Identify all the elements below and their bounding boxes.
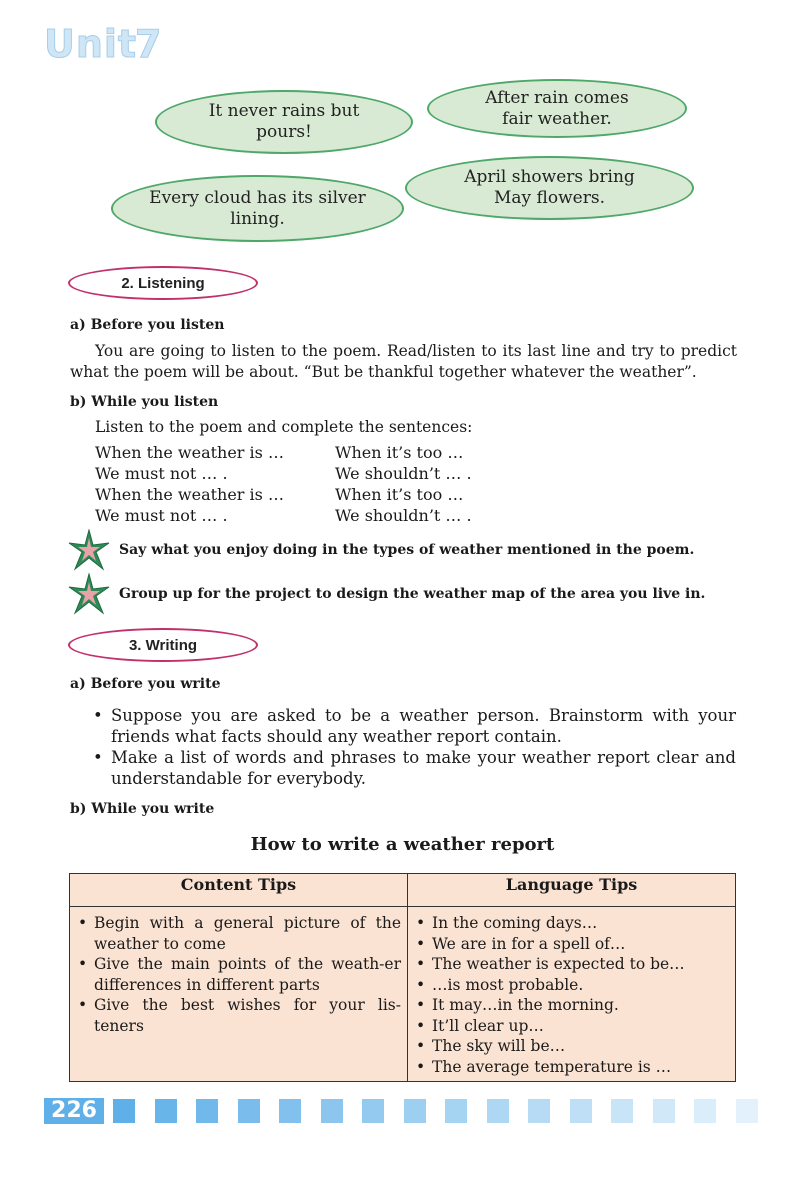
writing-bullet-list [89, 705, 736, 789]
footer-square [362, 1099, 384, 1123]
language-tips-header: Language Tips [408, 874, 736, 907]
list-item: • In the coming days… [412, 913, 729, 934]
list-item: • The average temperature is … [412, 1057, 729, 1078]
list-item: • …is most probable. [412, 975, 729, 996]
content-tips-header: Content Tips [70, 874, 408, 907]
sentence-column-left [95, 442, 284, 526]
list-item: • It may…in the morning. [412, 995, 729, 1016]
list-item: • It’ll clear up… [412, 1016, 729, 1037]
sentence-line: When the weather is … [95, 443, 284, 462]
proverb-oval: It never rains but pours! [155, 90, 413, 154]
while-write-label: b) While you write [70, 801, 215, 817]
proverb-oval: April showers bring May flowers. [405, 156, 694, 220]
list-item: • Make a list of words and phrases to make your weather report clear and understandable for everybody. [89, 747, 736, 789]
footer-square [653, 1099, 675, 1123]
while-listen-instruction: Listen to the poem and complete the sentences: [95, 418, 473, 436]
sentence-line: We must not … . [95, 506, 228, 525]
footer-square [279, 1099, 301, 1123]
star-icon [68, 529, 110, 571]
footer-square [238, 1099, 260, 1123]
tips-table [69, 873, 736, 1082]
sentence-line: We must not … . [95, 464, 228, 483]
list-item: • We are in for a spell of… [412, 934, 729, 955]
footer-square [487, 1099, 509, 1123]
before-listen-label: a) Before you listen [70, 317, 225, 333]
footer-square [611, 1099, 633, 1123]
unit-number: 7 [135, 22, 163, 66]
page-number: 226 [44, 1098, 104, 1124]
footer-square [404, 1099, 426, 1123]
section-title-listening: 2. Listening [68, 266, 258, 300]
proverb-oval: Every cloud has its silver lining. [111, 175, 404, 242]
task-text: Group up for the project to design the weather map of the area you live in. [119, 586, 706, 602]
language-tips-cell [408, 907, 736, 1082]
before-write-label: a) Before you write [70, 676, 221, 692]
unit-label: Unit [44, 22, 138, 66]
footer-square [321, 1099, 343, 1123]
list-item: • The weather is expected to be… [412, 954, 729, 975]
footer-square [445, 1099, 467, 1123]
list-item: • Give the best wishes for your lis-teners [74, 995, 401, 1036]
proverb-oval: After rain comes fair weather. [427, 79, 687, 138]
report-heading: How to write a weather report [250, 834, 555, 855]
before-listen-text: You are going to listen to the poem. Read/listen to its last line and try to predict what the poem will be about. “But be thankful together whatever the weather”. [70, 342, 737, 381]
sentence-line: When the weather is … [95, 485, 284, 504]
sentence-line: We shouldn’t … . [335, 464, 472, 483]
footer-square [694, 1099, 716, 1123]
list-item: • Suppose you are asked to be a weather person. Brainstorm with your friends what facts should any weather report contain. [89, 705, 736, 747]
while-listen-label: b) While you listen [70, 394, 219, 410]
content-tips-cell [70, 907, 408, 1082]
footer-square [528, 1099, 550, 1123]
sentence-line: When it’s too … [335, 485, 464, 504]
star-icon [68, 573, 110, 615]
list-item: • Give the main points of the weath-er differences in different parts [74, 954, 401, 995]
sentence-line: We shouldn’t … . [335, 506, 472, 525]
footer-square [113, 1099, 135, 1123]
footer-square [570, 1099, 592, 1123]
footer-square [155, 1099, 177, 1123]
footer-square [196, 1099, 218, 1123]
task-text: Say what you enjoy doing in the types of weather mentioned in the poem. [119, 542, 695, 558]
sentence-column-right [335, 442, 472, 526]
list-item: • The sky will be… [412, 1036, 729, 1057]
list-item: • Begin with a general picture of the weather to come [74, 913, 401, 954]
section-title-writing: 3. Writing [68, 628, 258, 662]
sentence-line: When it’s too … [335, 443, 464, 462]
footer-square [736, 1099, 758, 1123]
